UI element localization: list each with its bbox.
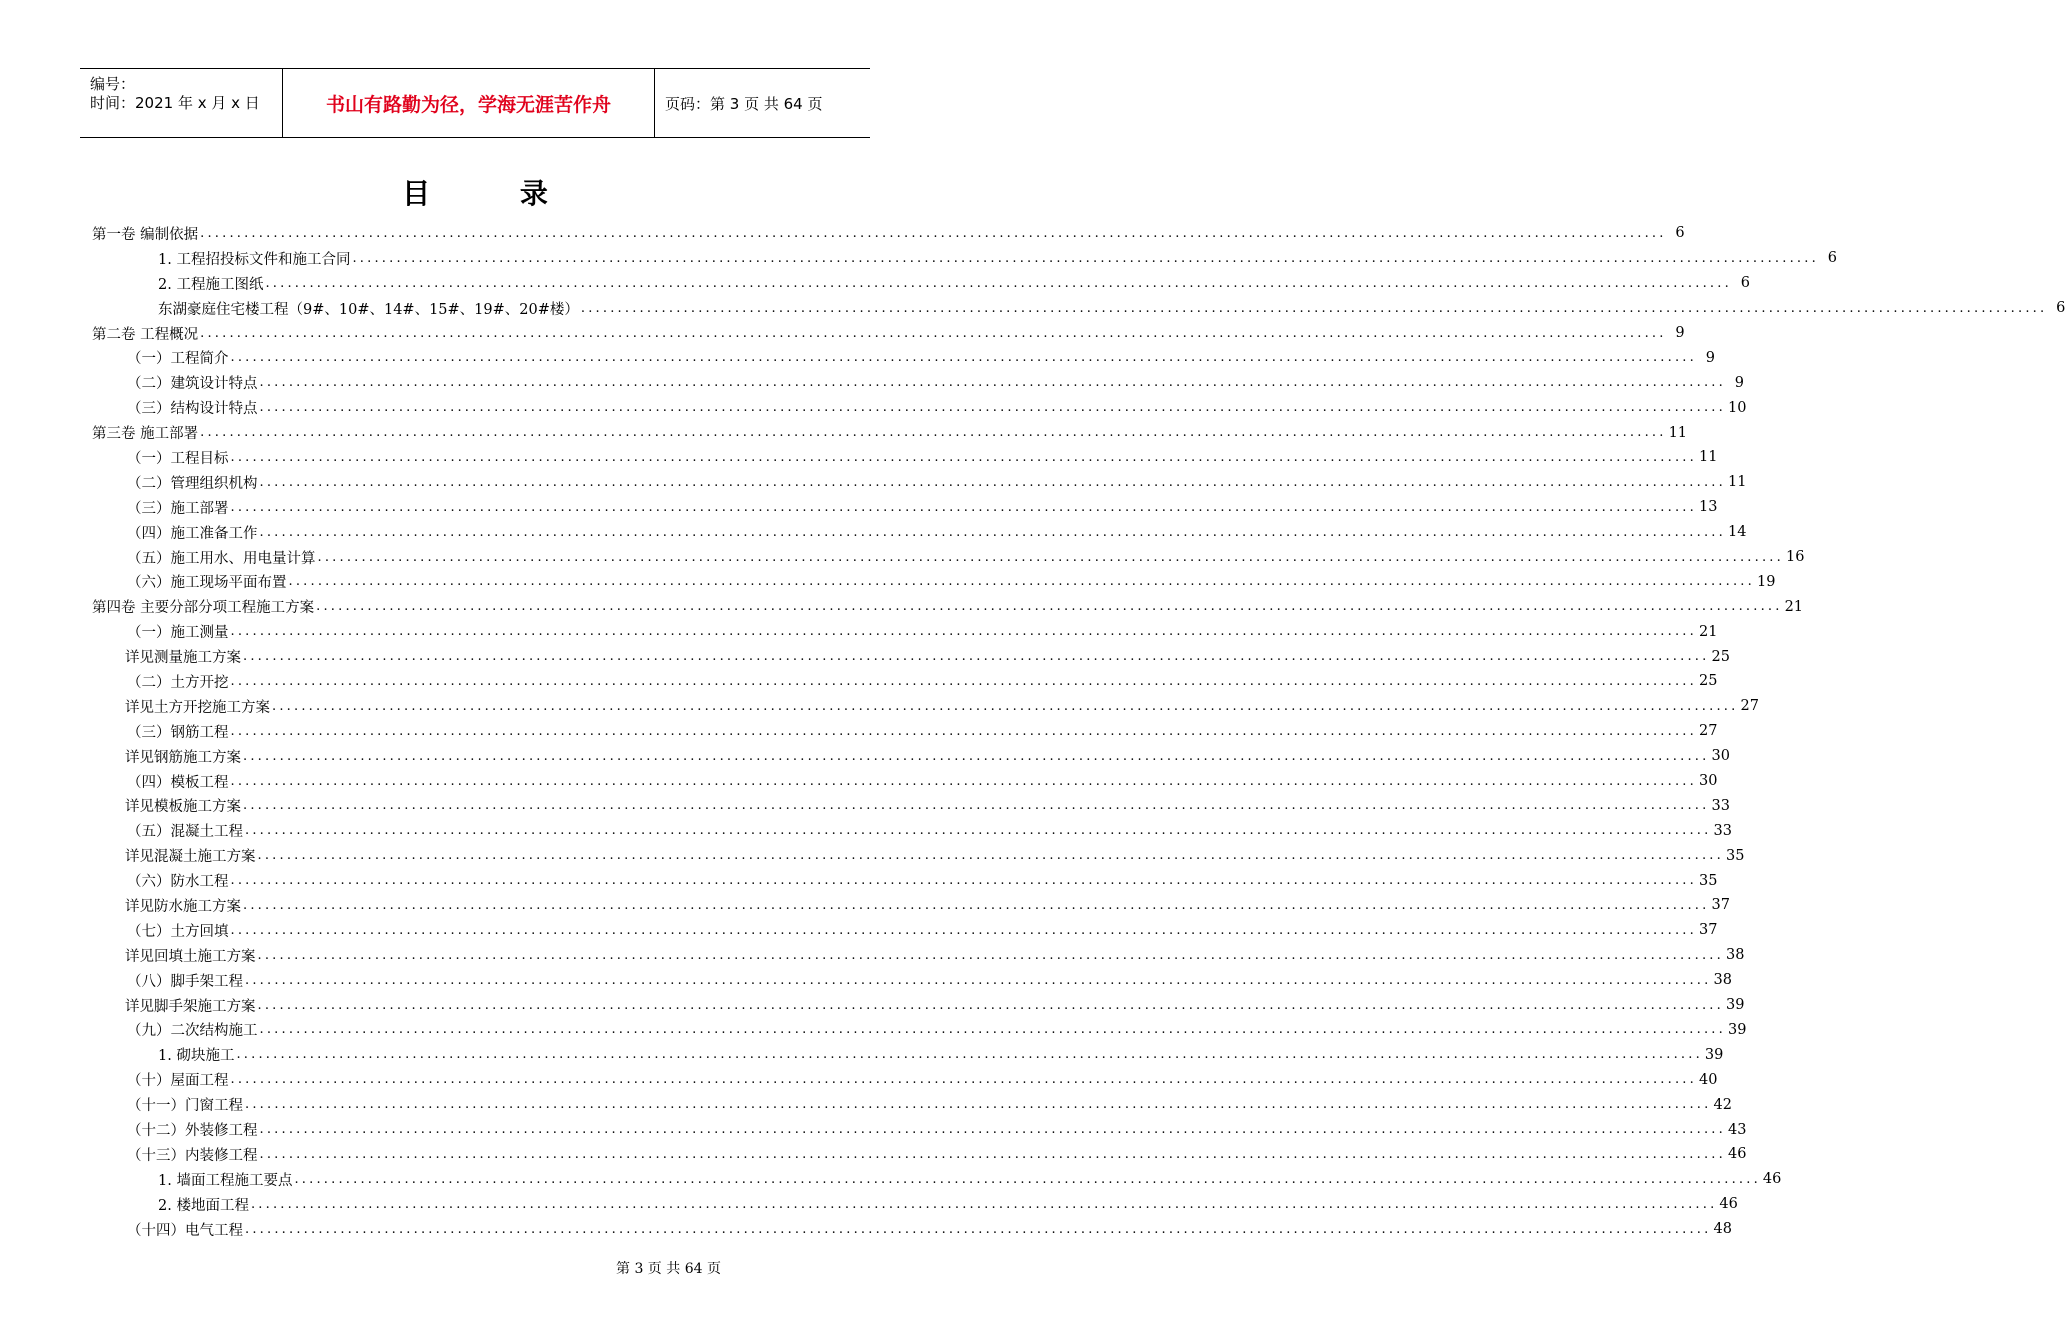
- toc-entry-title: （一）工程目标: [127, 447, 231, 468]
- toc-entry[interactable]: [92, 868, 1718, 893]
- toc-entry[interactable]: [92, 993, 1745, 1018]
- toc-entry-page: 46: [1719, 1196, 1738, 1213]
- toc-entry[interactable]: [92, 520, 1747, 545]
- toc-leader-dots: ........................................................................................................................................................................................................: [259, 400, 1726, 416]
- toc-entry-title: （五）施工用水、用电量计算: [127, 547, 318, 568]
- header-number-label: 编号：: [90, 75, 136, 93]
- toc-entry-title: （十四）电气工程: [127, 1219, 245, 1240]
- toc-entry[interactable]: [92, 669, 1718, 694]
- toc-entry-title: 1. 砌块施工: [158, 1044, 236, 1065]
- toc-entry-page: 27: [1698, 723, 1718, 740]
- toc-entry-title: （二）土方开挖: [127, 671, 231, 692]
- toc-leader-dots: ........................................................................................................................................................................................................: [257, 848, 1724, 864]
- toc-entry-page: 6: [1740, 275, 1750, 292]
- toc-entry[interactable]: [92, 1018, 1747, 1043]
- header-page-info: 页码：第 3 页 共 64 页: [665, 94, 823, 113]
- toc-entry-page: 33: [1713, 822, 1732, 839]
- toc-entry[interactable]: [92, 1167, 1782, 1192]
- toc-entry[interactable]: [92, 1217, 1732, 1242]
- toc-entry-page: 43: [1727, 1121, 1747, 1138]
- toc-entry-page: 30: [1711, 748, 1730, 765]
- toc-entry-page: 42: [1713, 1096, 1732, 1113]
- toc-entry-title: 详见钢筋施工方案: [125, 746, 243, 767]
- toc-entry-page: 25: [1711, 648, 1730, 665]
- toc-entry-title: 第二卷 工程概况: [92, 323, 200, 344]
- toc-entry-title: 东湖豪庭住宅楼工程（9#、10#、14#、15#、19#、20#楼）: [158, 298, 581, 319]
- toc-leader-dots: ........................................................................................................................................................................................................: [265, 275, 1732, 291]
- toc-entry[interactable]: [92, 296, 2065, 321]
- toc-entry-title: 详见测量施工方案: [125, 646, 243, 667]
- toc-entry[interactable]: [92, 644, 1730, 669]
- toc-leader-dots: ........................................................................................................................................................................................................: [259, 524, 1726, 540]
- toc-leader-dots: ........................................................................................................................................................................................................: [259, 375, 1726, 391]
- toc-entry-title: 第四卷 主要分部分项工程施工方案: [92, 596, 316, 617]
- toc-leader-dots: ........................................................................................................................................................................................................: [236, 1047, 1703, 1063]
- toc-entry-title: （十三）内装修工程: [127, 1144, 260, 1165]
- toc-entry-page: 11: [1698, 449, 1718, 466]
- toc-leader-dots: ........................................................................................................................................................................................................: [250, 1196, 1718, 1212]
- toc-leader-dots: ........................................................................................................................................................................................................: [243, 897, 1710, 913]
- toc-entry-title: 1. 工程招投标文件和施工合同: [158, 248, 352, 269]
- toc-entry-title: 第三卷 施工部署: [92, 422, 200, 443]
- toc-entry-page: 37: [1698, 922, 1718, 939]
- toc-leader-dots: ........................................................................................................................................................................................................: [245, 1097, 1712, 1113]
- toc-leader-dots: ........................................................................................................................................................................................................: [245, 823, 1712, 839]
- toc-entry-title: （二）管理组织机构: [127, 472, 260, 493]
- toc-entry-title: （八）脚手架工程: [127, 970, 245, 991]
- toc-entry-title: （三）结构设计特点: [127, 397, 260, 418]
- toc-entry-page: 11: [1727, 474, 1747, 491]
- toc-entry-title: 详见土方开挖施工方案: [125, 696, 272, 717]
- toc-entry[interactable]: [92, 818, 1732, 843]
- toc-entry-title: （十二）外装修工程: [127, 1119, 260, 1140]
- toc-entry-title: （一）施工测量: [127, 621, 231, 642]
- toc-entry[interactable]: [92, 1067, 1718, 1092]
- toc-entry[interactable]: [92, 370, 1744, 395]
- toc-leader-dots: ........................................................................................................................................................................................................: [230, 673, 1697, 689]
- toc-entry-page: 48: [1713, 1221, 1732, 1238]
- toc-entry[interactable]: [92, 321, 1685, 346]
- toc-entry-title: 详见脚手架施工方案: [125, 995, 258, 1016]
- toc-entry-page: 39: [1727, 1021, 1747, 1038]
- toc-entry-page: 10: [1727, 399, 1747, 416]
- toc-leader-dots: ........................................................................................................................................................................................................: [230, 350, 1697, 366]
- toc-entry[interactable]: [92, 918, 1718, 943]
- toc-entry[interactable]: [92, 594, 1804, 619]
- toc-entry-title: 1. 墙面工程施工要点: [158, 1169, 294, 1190]
- toc-entry-page: 39: [1704, 1046, 1724, 1063]
- toc-leader-dots: ........................................................................................................................................................................................................: [243, 649, 1710, 665]
- toc-entry-page: 16: [1785, 549, 1805, 566]
- toc-entry-title: （九）二次结构施工: [127, 1019, 260, 1040]
- toc-entry-page: 33: [1711, 797, 1730, 814]
- toc-entry-page: 9: [1675, 325, 1685, 341]
- toc-leader-dots: ........................................................................................................................................................................................................: [257, 997, 1724, 1013]
- toc-entry[interactable]: [92, 943, 1745, 968]
- toc-leader-dots: ........................................................................................................................................................................................................: [259, 1146, 1726, 1162]
- toc-entry[interactable]: [92, 495, 1718, 520]
- toc-leader-dots: ........................................................................................................................................................................................................: [200, 225, 1667, 241]
- toc-entry[interactable]: [92, 968, 1732, 993]
- toc-entry[interactable]: [92, 1117, 1747, 1142]
- toc-entry-page: 9: [1705, 349, 1715, 366]
- toc-leader-dots: ........................................................................................................................................................................................................: [352, 250, 1819, 266]
- toc-entry[interactable]: [92, 1042, 1724, 1067]
- toc-entry-page: 25: [1698, 673, 1718, 690]
- toc-entry-page: 14: [1727, 524, 1747, 541]
- toc-entry[interactable]: [92, 395, 1747, 420]
- toc-leader-dots: ........................................................................................................................................................................................................: [580, 300, 2048, 316]
- toc-entry-title: （十）屋面工程: [127, 1069, 231, 1090]
- toc-entry-page: 19: [1756, 573, 1776, 590]
- toc-leader-dots: ........................................................................................................................................................................................................: [316, 599, 1783, 615]
- header-date-label: 时间：2021 年 x 月 x 日: [90, 94, 260, 112]
- toc-entry[interactable]: [92, 719, 1718, 744]
- toc-entry-page: 21: [1784, 598, 1804, 615]
- toc-entry[interactable]: [92, 1142, 1747, 1167]
- toc-leader-dots: ........................................................................................................................................................................................................: [259, 474, 1726, 490]
- toc-entry[interactable]: [92, 221, 1685, 246]
- toc-entry-page: 13: [1698, 499, 1718, 516]
- toc-leader-dots: ........................................................................................................................................................................................................: [200, 425, 1667, 441]
- toc-entry[interactable]: [92, 569, 1776, 594]
- toc-entry[interactable]: [92, 420, 1688, 445]
- toc-entry-title: （十一）门窗工程: [127, 1094, 245, 1115]
- toc-entry[interactable]: [92, 843, 1745, 868]
- toc-entry-page: 35: [1725, 847, 1745, 864]
- toc-entry[interactable]: [92, 445, 1718, 470]
- toc-leader-dots: ........................................................................................................................................................................................................: [294, 1171, 1761, 1187]
- toc-entry-page: 38: [1713, 972, 1732, 989]
- toc-entry-page: 46: [1727, 1146, 1747, 1163]
- toc-entry-page: 21: [1698, 623, 1718, 640]
- toc-entry-title: （六）施工现场平面布置: [127, 571, 289, 592]
- toc-entry[interactable]: [92, 694, 1759, 719]
- toc-leader-dots: ........................................................................................................................................................................................................: [288, 574, 1755, 590]
- toc-entry[interactable]: [92, 793, 1730, 818]
- toc-entry-page: 37: [1711, 897, 1730, 914]
- toc-entry-title: （四）模板工程: [127, 771, 231, 792]
- toc-leader-dots: ........................................................................................................................................................................................................: [257, 947, 1724, 963]
- toc-entry-title: 第一卷 编制依据: [92, 223, 200, 244]
- toc-entry-title: 2. 楼地面工程: [158, 1194, 251, 1215]
- toc-entry-page: 6: [2056, 300, 2065, 317]
- toc-leader-dots: ........................................................................................................................................................................................................: [200, 325, 1667, 341]
- table-of-contents: [92, 221, 2065, 1242]
- toc-entry-page: 38: [1725, 947, 1745, 964]
- toc-title: 目 录: [402, 177, 588, 210]
- toc-entry-page: 6: [1827, 250, 1837, 267]
- toc-entry-page: 46: [1762, 1171, 1782, 1188]
- toc-leader-dots: ........................................................................................................................................................................................................: [317, 549, 1784, 565]
- toc-leader-dots: ........................................................................................................................................................................................................: [259, 1122, 1726, 1137]
- toc-entry-title: （四）施工准备工作: [127, 522, 260, 543]
- toc-entry-title: （三）钢筋工程: [127, 721, 231, 742]
- toc-entry-title: 详见模板施工方案: [125, 795, 243, 816]
- toc-entry[interactable]: [92, 545, 1805, 570]
- toc-entry-title: （二）建筑设计特点: [127, 372, 260, 393]
- toc-entry-page: 30: [1698, 773, 1718, 790]
- toc-leader-dots: ........................................................................................................................................................................................................: [230, 873, 1697, 889]
- toc-entry-title: （六）防水工程: [127, 870, 231, 891]
- toc-entry-page: 27: [1740, 698, 1759, 715]
- toc-entry[interactable]: [92, 744, 1730, 769]
- toc-entry-title: 详见回填土施工方案: [125, 945, 258, 966]
- page-header: [80, 68, 870, 138]
- toc-entry-title: 详见混凝土施工方案: [125, 845, 258, 866]
- toc-leader-dots: ........................................................................................................................................................................................................: [259, 1022, 1726, 1038]
- toc-entry-title: 2. 工程施工图纸: [158, 273, 265, 294]
- toc-entry-title: （一）工程简介: [127, 347, 231, 368]
- toc-leader-dots: ........................................................................................................................................................................................................: [230, 449, 1697, 465]
- header-motto: 书山有路勤为径，学海无涯苦作舟: [283, 69, 655, 137]
- toc-leader-dots: ........................................................................................................................................................................................................: [230, 624, 1697, 640]
- toc-entry[interactable]: [92, 1092, 1732, 1117]
- toc-entry-page: 9: [1734, 374, 1744, 391]
- toc-leader-dots: ........................................................................................................................................................................................................: [245, 972, 1712, 988]
- toc-leader-dots: ........................................................................................................................................................................................................: [230, 1072, 1697, 1088]
- toc-leader-dots: ........................................................................................................................................................................................................: [243, 748, 1710, 764]
- toc-entry-title: （七）土方回填: [127, 920, 231, 941]
- page-footer: 第 3 页 共 64 页: [616, 1261, 721, 1277]
- toc-entry[interactable]: [92, 769, 1718, 794]
- toc-entry[interactable]: [92, 246, 1837, 271]
- toc-leader-dots: ........................................................................................................................................................................................................: [243, 798, 1710, 814]
- toc-leader-dots: ........................................................................................................................................................................................................: [272, 698, 1739, 714]
- toc-leader-dots: ........................................................................................................................................................................................................: [230, 922, 1697, 938]
- toc-leader-dots: ........................................................................................................................................................................................................: [230, 723, 1697, 739]
- toc-leader-dots: ........................................................................................................................................................................................................: [245, 1221, 1712, 1237]
- toc-entry[interactable]: [92, 271, 1750, 296]
- toc-entry-page: 35: [1698, 872, 1718, 889]
- toc-leader-dots: ........................................................................................................................................................................................................: [230, 773, 1697, 789]
- toc-entry[interactable]: [92, 619, 1718, 644]
- toc-entry[interactable]: [92, 893, 1730, 918]
- toc-entry[interactable]: [92, 345, 1715, 370]
- header-meta-cell: [80, 69, 283, 137]
- toc-entry[interactable]: [92, 1192, 1738, 1217]
- toc-entry-title: 详见防水施工方案: [125, 895, 243, 916]
- toc-entry-title: （五）混凝土工程: [127, 820, 245, 841]
- toc-entry-page: 39: [1725, 997, 1745, 1014]
- toc-entry-title: （三）施工部署: [127, 497, 231, 518]
- toc-entry-page: 6: [1675, 225, 1685, 242]
- toc-leader-dots: ........................................................................................................................................................................................................: [230, 499, 1697, 515]
- toc-entry[interactable]: [92, 470, 1747, 495]
- toc-entry-page: 11: [1668, 424, 1688, 441]
- header-page-cell: [655, 69, 870, 137]
- toc-entry-page: 40: [1698, 1071, 1718, 1088]
